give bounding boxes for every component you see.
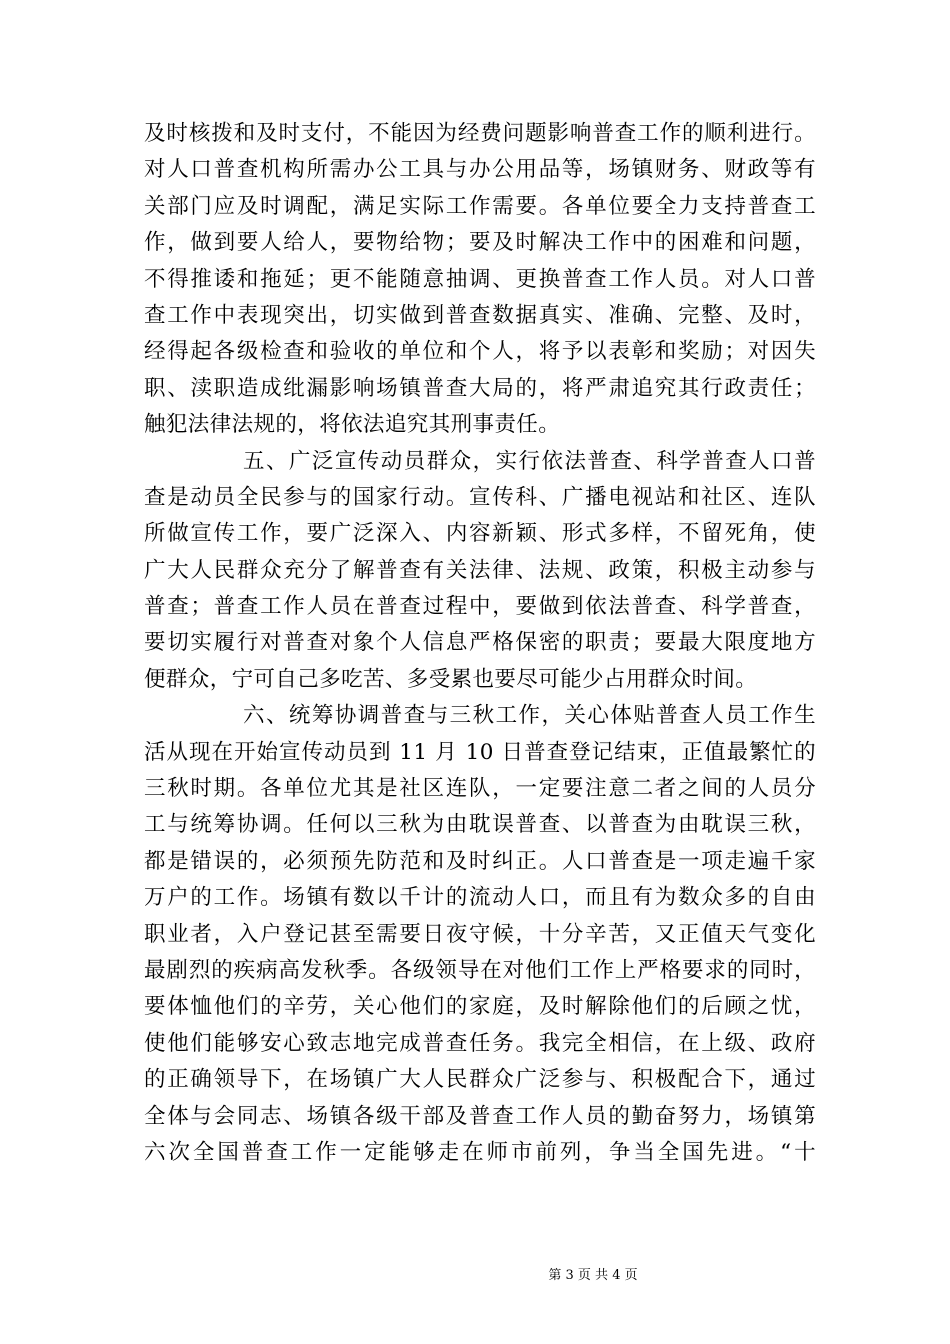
- text-line: 全体与会同志、场镇各级干部及普查工作人员的勤奋努力，场镇第: [144, 1103, 816, 1129]
- text-line: 使他们能够安心致志地完成普查任务。我完全相信，在上级、政府: [144, 1030, 816, 1056]
- text-line: 作，做到要人给人，要物给物；要及时解决工作中的困难和问题，: [144, 230, 816, 256]
- text-line: 三秋时期。各单位尤其是社区连队，一定要注意二者之间的人员分: [144, 776, 816, 802]
- text-line: 不得推诿和拖延；更不能随意抽调、更换普查工作人员。对人口普: [144, 266, 816, 292]
- text-line: 及时核拨和及时支付，不能因为经费问题影响普查工作的顺利进行。: [144, 121, 816, 146]
- text-line: 职业者，入户登记甚至需要日夜守候，十分辛苦，又正值天气变化: [144, 921, 816, 947]
- text-line: 职、渎职造成纰漏影响场镇普查大局的，将严肃追究其行政责任；: [144, 375, 816, 401]
- text-line: 六次全国普查工作一定能够走在师市前列，争当全国先进。“十: [144, 1139, 816, 1165]
- text-line: 触犯法律法规的，将依法追究其刑事责任。: [144, 412, 561, 438]
- text-line: 对人口普查机构所需办公工具与办公用品等，场镇财务、财政等有: [144, 157, 816, 183]
- section-heading-line: 五、广泛宣传动员群众，实行依法普查、科学普查人口普: [243, 448, 816, 474]
- text-line: 要切实履行对普查对象个人信息严格保密的职责；要最大限度地方: [144, 630, 816, 656]
- body-text: [144, 116, 816, 1171]
- text-line: 要体恤他们的辛劳，关心他们的家庭，及时解除他们的后顾之忧，: [144, 994, 816, 1020]
- text-line: 关部门应及时调配，满足实际工作需要。各单位要全力支持普查工: [144, 193, 816, 219]
- text-line: 广大人民群众充分了解普查有关法律、法规、政策，积极主动参与: [144, 557, 816, 583]
- text-line: 最剧烈的疾病高发秋季。各级领导在对他们工作上严格要求的同时，: [144, 957, 816, 983]
- text-line: 万户的工作。场镇有数以千计的流动人口，而且有为数众多的自由: [144, 885, 816, 911]
- text-line: 所做宣传工作，要广泛深入、内容新颖、形式多样，不留死角，使: [144, 521, 816, 547]
- text-line: 活从现在开始宣传动员到 11 月 10 日普查登记结束，正值最繁忙的: [144, 739, 816, 765]
- text-line: 便群众，宁可自己多吃苦、多受累也要尽可能少占用群众时间。: [144, 666, 758, 692]
- page-number-footer: 第 3 页 共 4 页: [548, 1268, 638, 1283]
- section-heading-line: 六、统筹协调普查与三秋工作，关心体贴普查人员工作生: [243, 703, 816, 729]
- text-line: 工与统筹协调。任何以三秋为由耽误普查、以普查为由耽误三秋，: [144, 812, 816, 838]
- text-line: 都是错误的，必须预先防范和及时纠正。人口普查是一项走遍千家: [144, 848, 816, 874]
- text-line: 的正确领导下，在场镇广大人民群众广泛参与、积极配合下，通过: [144, 1067, 816, 1093]
- text-line: 查工作中表现突出，切实做到普查数据真实、准确、完整、及时，: [144, 302, 816, 328]
- text-line: 经得起各级检查和验收的单位和个人，将予以表彰和奖励；对因失: [144, 339, 816, 365]
- text-line: 查是动员全民参与的国家行动。宣传科、广播电视站和社区、连队: [144, 484, 816, 510]
- text-line: 普查；普查工作人员在普查过程中，要做到依法普查、科学普查，: [144, 594, 816, 620]
